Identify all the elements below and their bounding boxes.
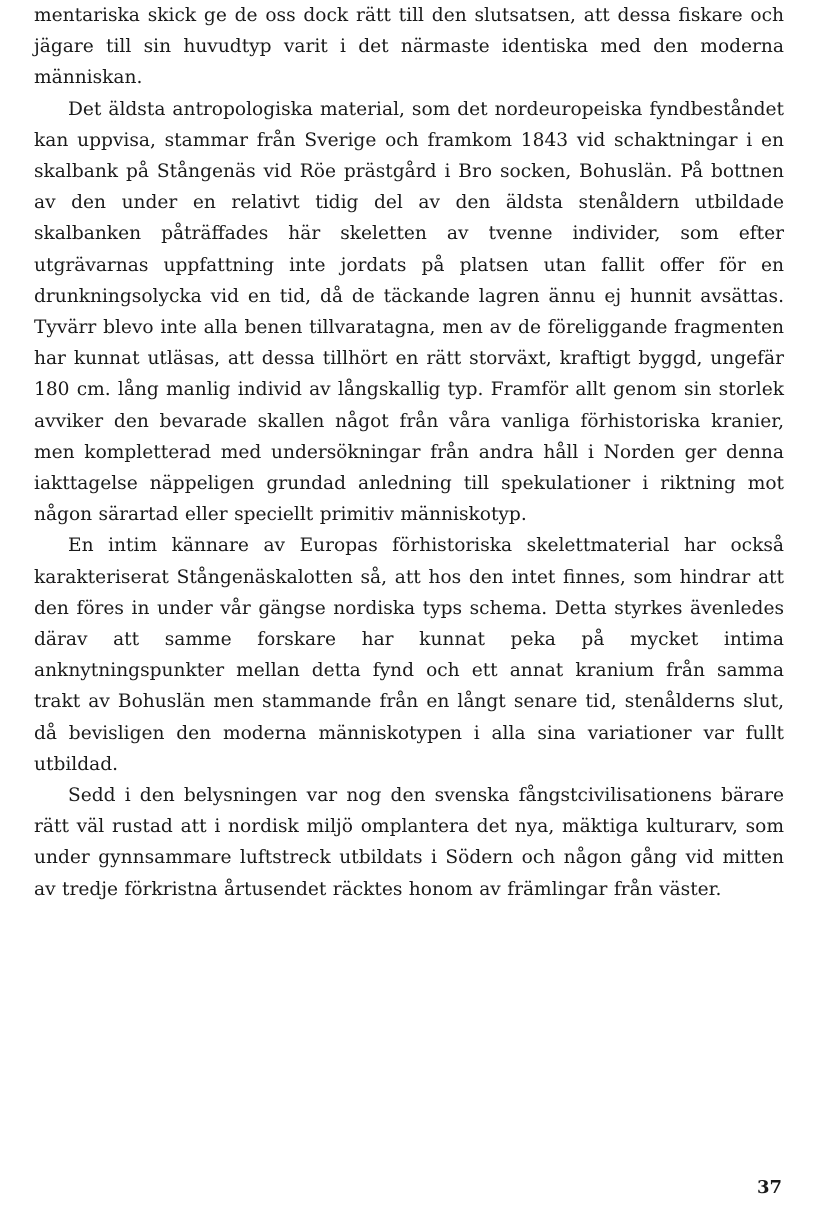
paragraph-4: Sedd i den belysningen var nog den svenska fångstcivilisationens bärare rätt väl rustad att i nordisk miljö omplantera det nya, mäktiga kulturarv, som under gynnsammare luftstreck utbildats i Södern och någon gång vid mitten av tredje förkristna årtusendet räcktes honom av främlingar från väster. <box>34 785 784 900</box>
page-number: 37 <box>756 1177 782 1198</box>
paragraph-1: mentariska skick ge de oss dock rätt till den slutsatsen, att dessa fiskare och jägare till sin huvudtyp varit i det närmaste identiska med den moderna människan. <box>34 5 784 89</box>
page-body <box>34 0 784 905</box>
paragraph-2: Det äldsta antropologiska material, som det nordeuropeiska fyndbeståndet kan uppvisa, stammar från Sverige och framkom 1843 vid schaktningar i en skalbank på Stångenäs vid Röe prästgård i Bro socken, Bohuslän. På bottnen av den under en relativt tidig del av den äldsta stenåldern utbildade skalbanken påträffades här skeletten av tvenne individer, som efter utgrävarnas uppfattning inte jordats på platsen utan fallit offer för en drunkningsolycka vid en tid, då de täckande lagren ännu ej hunnit avsättas. Tyvärr blevo inte alla benen tillvaratagna, men av de föreliggande fragmenten har kunnat utläsas, att dessa tillhört en rätt storväxt, kraftigt byggd, ungefär 180 cm. lång manlig individ av långskallig typ. Framför allt genom sin storlek avviker den bevarade skallen något från våra vanliga förhistoriska kranier, men kompletterad med undersökningar från andra håll i Norden ger denna iakttagelse näppeligen grundad anledning till spekulationer i riktning mot någon särartad eller speciellt primitiv människotyp. <box>34 98 784 526</box>
paragraph-3: En intim kännare av Europas förhistoriska skelettmaterial har också karakteriserat Stångenäskalotten så, att hos den intet finnes, som hindrar att den föres in under vår gängse nordiska typs schema. Detta styrkes ävenledes därav att samme forskare har kunnat peka på mycket intima anknytningspunkter mellan detta fynd och ett annat kranium från samma trakt av Bohuslän men stammande från en långt senare tid, stenålderns slut, då bevisligen den moderna människotypen i alla sina variationer var fullt utbildad. <box>34 535 784 775</box>
